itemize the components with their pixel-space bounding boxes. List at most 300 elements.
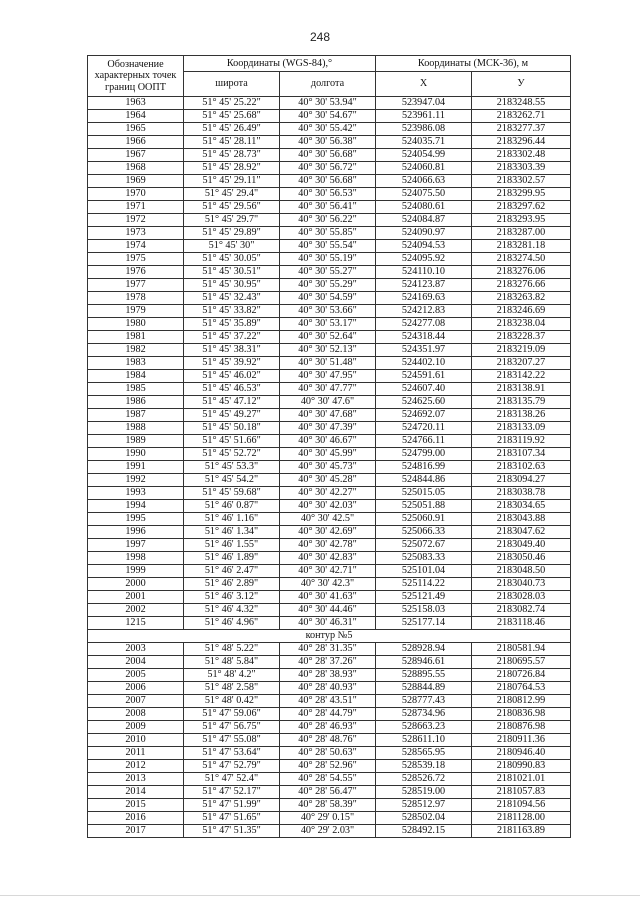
latitude-cell: 51° 46' 4.32"	[184, 604, 280, 617]
y-coordinate-cell: 2183238.04	[472, 318, 571, 331]
latitude-cell: 51° 45' 29.56"	[184, 201, 280, 214]
table-row	[88, 734, 571, 747]
latitude-cell: 51° 46' 1.34"	[184, 526, 280, 539]
x-coordinate-cell: 528663.23	[376, 721, 472, 734]
point-id-cell: 2007	[88, 695, 184, 708]
table-row	[88, 565, 571, 578]
y-coordinate-cell: 2183207.27	[472, 357, 571, 370]
latitude-cell: 51° 46' 1.89"	[184, 552, 280, 565]
table-row	[88, 526, 571, 539]
latitude-cell: 51° 45' 52.72"	[184, 448, 280, 461]
table-row	[88, 682, 571, 695]
latitude-cell: 51° 46' 0.87"	[184, 500, 280, 513]
point-id-cell: 1970	[88, 188, 184, 201]
y-coordinate-cell: 2183138.91	[472, 383, 571, 396]
x-coordinate-cell: 525177.14	[376, 617, 472, 630]
table-row	[88, 123, 571, 136]
y-coordinate-cell: 2183038.78	[472, 487, 571, 500]
latitude-cell: 51° 46' 4.96"	[184, 617, 280, 630]
table-row	[88, 617, 571, 630]
latitude-cell: 51° 47' 52.79"	[184, 760, 280, 773]
latitude-cell: 51° 48' 2.58"	[184, 682, 280, 695]
point-id-cell: 1215	[88, 617, 184, 630]
longitude-cell: 40° 28' 58.39"	[280, 799, 376, 812]
y-coordinate-cell: 2181057.83	[472, 786, 571, 799]
table-row	[88, 552, 571, 565]
point-id-cell: 2015	[88, 799, 184, 812]
point-id-cell: 1987	[88, 409, 184, 422]
y-coordinate-cell: 2183219.09	[472, 344, 571, 357]
longitude-cell: 40° 30' 47.39"	[280, 422, 376, 435]
y-coordinate-cell: 2183133.09	[472, 422, 571, 435]
x-coordinate-cell: 528565.95	[376, 747, 472, 760]
point-id-cell: 1983	[88, 357, 184, 370]
x-coordinate-cell: 524766.11	[376, 435, 472, 448]
x-coordinate-cell: 528777.43	[376, 695, 472, 708]
y-coordinate-cell: 2183047.62	[472, 526, 571, 539]
latitude-cell: 51° 45' 35.89"	[184, 318, 280, 331]
point-id-cell: 2016	[88, 812, 184, 825]
point-id-cell: 2014	[88, 786, 184, 799]
y-coordinate-cell: 2183050.46	[472, 552, 571, 565]
table-row	[88, 487, 571, 500]
point-id-cell: 2012	[88, 760, 184, 773]
longitude-cell: 40° 30' 47.77"	[280, 383, 376, 396]
longitude-cell: 40° 30' 55.19"	[280, 253, 376, 266]
point-id-cell: 1980	[88, 318, 184, 331]
longitude-cell: 40° 30' 44.46"	[280, 604, 376, 617]
table-row	[88, 760, 571, 773]
latitude-cell: 51° 46' 2.89"	[184, 578, 280, 591]
latitude-cell: 51° 45' 50.18"	[184, 422, 280, 435]
longitude-cell: 40° 28' 43.51"	[280, 695, 376, 708]
point-id-cell: 1975	[88, 253, 184, 266]
x-coordinate-cell: 524625.60	[376, 396, 472, 409]
point-id-cell: 2004	[88, 656, 184, 669]
longitude-cell: 40° 30' 52.13"	[280, 344, 376, 357]
x-coordinate-cell: 524212.83	[376, 305, 472, 318]
latitude-cell: 51° 48' 5.22"	[184, 643, 280, 656]
table-row	[88, 409, 571, 422]
latitude-cell: 51° 47' 53.64"	[184, 747, 280, 760]
point-id-cell: 2013	[88, 773, 184, 786]
latitude-cell: 51° 47' 55.08"	[184, 734, 280, 747]
y-coordinate-cell: 2180812.99	[472, 695, 571, 708]
point-id-cell: 2009	[88, 721, 184, 734]
longitude-cell: 40° 30' 55.54"	[280, 240, 376, 253]
point-id-cell: 1997	[88, 539, 184, 552]
y-coordinate-cell: 2183040.73	[472, 578, 571, 591]
x-coordinate-cell: 524066.63	[376, 175, 472, 188]
table-body-contour-5	[88, 643, 571, 838]
longitude-cell: 40° 30' 55.85"	[280, 227, 376, 240]
longitude-cell: 40° 30' 47.68"	[280, 409, 376, 422]
point-id-cell: 1976	[88, 266, 184, 279]
table-row	[88, 214, 571, 227]
x-coordinate-cell: 528734.96	[376, 708, 472, 721]
point-id-cell: 2000	[88, 578, 184, 591]
latitude-cell: 51° 45' 25.22"	[184, 97, 280, 110]
latitude-cell: 51° 45' 30"	[184, 240, 280, 253]
y-coordinate-cell: 2183277.37	[472, 123, 571, 136]
point-id-cell: 1989	[88, 435, 184, 448]
latitude-cell: 51° 45' 39.92"	[184, 357, 280, 370]
longitude-cell: 40° 30' 56.22"	[280, 214, 376, 227]
table-row	[88, 708, 571, 721]
point-id-cell: 2006	[88, 682, 184, 695]
latitude-cell: 51° 45' 53.3"	[184, 461, 280, 474]
x-coordinate-cell: 525101.04	[376, 565, 472, 578]
longitude-cell: 40° 28' 38.93"	[280, 669, 376, 682]
longitude-cell: 40° 30' 54.67"	[280, 110, 376, 123]
table-row	[88, 448, 571, 461]
y-coordinate-cell: 2180911.36	[472, 734, 571, 747]
x-coordinate-cell: 524607.40	[376, 383, 472, 396]
latitude-cell: 51° 45' 46.53"	[184, 383, 280, 396]
longitude-cell: 40° 30' 56.68"	[280, 149, 376, 162]
y-coordinate-cell: 2181094.56	[472, 799, 571, 812]
header-longitude: долгота	[280, 72, 376, 97]
latitude-cell: 51° 45' 26.49"	[184, 123, 280, 136]
y-coordinate-cell: 2183296.44	[472, 136, 571, 149]
y-coordinate-cell: 2183049.40	[472, 539, 571, 552]
y-coordinate-cell: 2183034.65	[472, 500, 571, 513]
latitude-cell: 51° 45' 32.43"	[184, 292, 280, 305]
point-id-cell: 1996	[88, 526, 184, 539]
y-coordinate-cell: 2183248.55	[472, 97, 571, 110]
table-row	[88, 773, 571, 786]
longitude-cell: 40° 30' 46.67"	[280, 435, 376, 448]
latitude-cell: 51° 47' 51.35"	[184, 825, 280, 838]
page-number: 248	[309, 30, 331, 44]
point-id-cell: 1990	[88, 448, 184, 461]
x-coordinate-cell: 525015.05	[376, 487, 472, 500]
header-y: У	[472, 72, 571, 97]
table-row	[88, 591, 571, 604]
point-id-cell: 1979	[88, 305, 184, 318]
table-row	[88, 461, 571, 474]
x-coordinate-cell: 524844.86	[376, 474, 472, 487]
x-coordinate-cell: 524084.87	[376, 214, 472, 227]
latitude-cell: 51° 45' 28.92"	[184, 162, 280, 175]
latitude-cell: 51° 45' 37.22"	[184, 331, 280, 344]
point-id-cell: 1963	[88, 97, 184, 110]
y-coordinate-cell: 2183118.46	[472, 617, 571, 630]
table-row	[88, 656, 571, 669]
x-coordinate-cell: 524035.71	[376, 136, 472, 149]
x-coordinate-cell: 524816.99	[376, 461, 472, 474]
latitude-cell: 51° 47' 51.99"	[184, 799, 280, 812]
header-x: X	[376, 72, 472, 97]
table-row	[88, 292, 571, 305]
y-coordinate-cell: 2180876.98	[472, 721, 571, 734]
header-latitude: широта	[184, 72, 280, 97]
x-coordinate-cell: 524080.61	[376, 201, 472, 214]
table-row	[88, 500, 571, 513]
longitude-cell: 40° 30' 42.3"	[280, 578, 376, 591]
longitude-cell: 40° 28' 48.76"	[280, 734, 376, 747]
y-coordinate-cell: 2183302.57	[472, 175, 571, 188]
x-coordinate-cell: 528539.18	[376, 760, 472, 773]
y-coordinate-cell: 2183142.22	[472, 370, 571, 383]
longitude-cell: 40° 28' 52.96"	[280, 760, 376, 773]
latitude-cell: 51° 47' 52.4"	[184, 773, 280, 786]
latitude-cell: 51° 45' 47.12"	[184, 396, 280, 409]
table-section-row-group	[88, 630, 571, 643]
y-coordinate-cell: 2183303.39	[472, 162, 571, 175]
table-row	[88, 539, 571, 552]
x-coordinate-cell: 528512.97	[376, 799, 472, 812]
longitude-cell: 40° 30' 45.73"	[280, 461, 376, 474]
y-coordinate-cell: 2183276.06	[472, 266, 571, 279]
latitude-cell: 51° 45' 59.68"	[184, 487, 280, 500]
table-row	[88, 227, 571, 240]
y-coordinate-cell: 2183119.92	[472, 435, 571, 448]
y-coordinate-cell: 2183082.74	[472, 604, 571, 617]
x-coordinate-cell: 524799.00	[376, 448, 472, 461]
x-coordinate-cell: 524123.87	[376, 279, 472, 292]
longitude-cell: 40° 30' 47.95"	[280, 370, 376, 383]
point-id-cell: 1974	[88, 240, 184, 253]
table-row	[88, 279, 571, 292]
y-coordinate-cell: 2183262.71	[472, 110, 571, 123]
y-coordinate-cell: 2183293.95	[472, 214, 571, 227]
point-id-cell: 2017	[88, 825, 184, 838]
coordinates-table	[87, 55, 571, 838]
latitude-cell: 51° 46' 2.47"	[184, 565, 280, 578]
y-coordinate-cell: 2183102.63	[472, 461, 571, 474]
x-coordinate-cell: 525066.33	[376, 526, 472, 539]
table-row	[88, 812, 571, 825]
longitude-cell: 40° 28' 54.55"	[280, 773, 376, 786]
x-coordinate-cell: 524351.97	[376, 344, 472, 357]
y-coordinate-cell: 2183281.18	[472, 240, 571, 253]
latitude-cell: 51° 45' 29.11"	[184, 175, 280, 188]
latitude-cell: 51° 45' 30.95"	[184, 279, 280, 292]
latitude-cell: 51° 45' 54.2"	[184, 474, 280, 487]
y-coordinate-cell: 2180764.53	[472, 682, 571, 695]
table-row	[88, 318, 571, 331]
header-wgs84: Координаты (WGS-84),°	[184, 56, 376, 72]
x-coordinate-cell: 524094.53	[376, 240, 472, 253]
y-coordinate-cell: 2180990.83	[472, 760, 571, 773]
x-coordinate-cell: 525083.33	[376, 552, 472, 565]
longitude-cell: 40° 30' 45.28"	[280, 474, 376, 487]
y-coordinate-cell: 2183299.95	[472, 188, 571, 201]
longitude-cell: 40° 30' 53.94"	[280, 97, 376, 110]
x-coordinate-cell: 524060.81	[376, 162, 472, 175]
y-coordinate-cell: 2183263.82	[472, 292, 571, 305]
y-coordinate-cell: 2183287.00	[472, 227, 571, 240]
point-id-cell: 1967	[88, 149, 184, 162]
table-row	[88, 149, 571, 162]
latitude-cell: 51° 46' 1.16"	[184, 513, 280, 526]
table-row	[88, 136, 571, 149]
table-row	[88, 604, 571, 617]
x-coordinate-cell: 525121.49	[376, 591, 472, 604]
table-row	[88, 253, 571, 266]
longitude-cell: 40° 30' 42.27"	[280, 487, 376, 500]
y-coordinate-cell: 2183138.26	[472, 409, 571, 422]
x-coordinate-cell: 524075.50	[376, 188, 472, 201]
longitude-cell: 40° 30' 42.83"	[280, 552, 376, 565]
header-msk36: Координаты (МСК-36), м	[376, 56, 571, 72]
point-id-cell: 1986	[88, 396, 184, 409]
y-coordinate-cell: 2180581.94	[472, 643, 571, 656]
y-coordinate-cell: 2181021.01	[472, 773, 571, 786]
x-coordinate-cell: 528611.10	[376, 734, 472, 747]
x-coordinate-cell: 525051.88	[376, 500, 472, 513]
table-row	[88, 825, 571, 838]
y-coordinate-cell: 2180726.84	[472, 669, 571, 682]
table-row	[88, 786, 571, 799]
longitude-cell: 40° 29' 0.15"	[280, 812, 376, 825]
longitude-cell: 40° 28' 40.93"	[280, 682, 376, 695]
point-id-cell: 1988	[88, 422, 184, 435]
longitude-cell: 40° 30' 42.69"	[280, 526, 376, 539]
longitude-cell: 40° 30' 56.68"	[280, 175, 376, 188]
point-id-cell: 1991	[88, 461, 184, 474]
latitude-cell: 51° 46' 3.12"	[184, 591, 280, 604]
table-body-main	[88, 97, 571, 630]
x-coordinate-cell: 524318.44	[376, 331, 472, 344]
latitude-cell: 51° 46' 1.55"	[184, 539, 280, 552]
x-coordinate-cell: 528946.61	[376, 656, 472, 669]
y-coordinate-cell: 2183043.88	[472, 513, 571, 526]
point-id-cell: 1972	[88, 214, 184, 227]
point-id-cell: 2005	[88, 669, 184, 682]
x-coordinate-cell: 528526.72	[376, 773, 472, 786]
point-id-cell: 1964	[88, 110, 184, 123]
x-coordinate-cell: 524110.10	[376, 266, 472, 279]
point-id-cell: 2002	[88, 604, 184, 617]
header-designation: Обозначение характерных точек границ ООПТ	[88, 56, 184, 97]
latitude-cell: 51° 45' 29.89"	[184, 227, 280, 240]
x-coordinate-cell: 528502.04	[376, 812, 472, 825]
point-id-cell: 1985	[88, 383, 184, 396]
table-row	[88, 396, 571, 409]
x-coordinate-cell: 528844.89	[376, 682, 472, 695]
longitude-cell: 40° 28' 37.26"	[280, 656, 376, 669]
table-row	[88, 110, 571, 123]
point-id-cell: 1995	[88, 513, 184, 526]
section-label: контур №5	[88, 630, 571, 643]
table-row	[88, 721, 571, 734]
x-coordinate-cell: 524054.99	[376, 149, 472, 162]
longitude-cell: 40° 30' 46.31"	[280, 617, 376, 630]
longitude-cell: 40° 28' 50.63"	[280, 747, 376, 760]
latitude-cell: 51° 47' 59.06"	[184, 708, 280, 721]
longitude-cell: 40° 30' 56.53"	[280, 188, 376, 201]
table-row	[88, 162, 571, 175]
y-coordinate-cell: 2183048.50	[472, 565, 571, 578]
latitude-cell: 51° 45' 51.66"	[184, 435, 280, 448]
longitude-cell: 40° 30' 41.63"	[280, 591, 376, 604]
latitude-cell: 51° 45' 49.27"	[184, 409, 280, 422]
table-row	[88, 799, 571, 812]
point-id-cell: 1969	[88, 175, 184, 188]
table-row	[88, 175, 571, 188]
latitude-cell: 51° 45' 25.68"	[184, 110, 280, 123]
table-row	[88, 188, 571, 201]
point-id-cell: 1984	[88, 370, 184, 383]
point-id-cell: 1994	[88, 500, 184, 513]
latitude-cell: 51° 48' 0.42"	[184, 695, 280, 708]
longitude-cell: 40° 30' 53.66"	[280, 305, 376, 318]
point-id-cell: 1993	[88, 487, 184, 500]
table-row	[88, 331, 571, 344]
longitude-cell: 40° 30' 51.48"	[280, 357, 376, 370]
x-coordinate-cell: 524095.92	[376, 253, 472, 266]
point-id-cell: 2003	[88, 643, 184, 656]
longitude-cell: 40° 30' 53.17"	[280, 318, 376, 331]
x-coordinate-cell: 525114.22	[376, 578, 472, 591]
longitude-cell: 40° 30' 42.71"	[280, 565, 376, 578]
longitude-cell: 40° 30' 45.99"	[280, 448, 376, 461]
longitude-cell: 40° 28' 56.47"	[280, 786, 376, 799]
y-coordinate-cell: 2183228.37	[472, 331, 571, 344]
point-id-cell: 1978	[88, 292, 184, 305]
longitude-cell: 40° 30' 55.27"	[280, 266, 376, 279]
table-row	[88, 669, 571, 682]
x-coordinate-cell: 524692.07	[376, 409, 472, 422]
x-coordinate-cell: 523947.04	[376, 97, 472, 110]
latitude-cell: 51° 47' 52.17"	[184, 786, 280, 799]
longitude-cell: 40° 30' 54.59"	[280, 292, 376, 305]
table-row	[88, 97, 571, 110]
y-coordinate-cell: 2180836.98	[472, 708, 571, 721]
x-coordinate-cell: 524090.97	[376, 227, 472, 240]
latitude-cell: 51° 48' 4.2"	[184, 669, 280, 682]
point-id-cell: 2011	[88, 747, 184, 760]
latitude-cell: 51° 45' 28.11"	[184, 136, 280, 149]
y-coordinate-cell: 2181128.00	[472, 812, 571, 825]
table-row	[88, 305, 571, 318]
latitude-cell: 51° 45' 33.82"	[184, 305, 280, 318]
longitude-cell: 40° 29' 2.03"	[280, 825, 376, 838]
x-coordinate-cell: 528928.94	[376, 643, 472, 656]
point-id-cell: 1968	[88, 162, 184, 175]
table-row	[88, 747, 571, 760]
longitude-cell: 40° 30' 52.64"	[280, 331, 376, 344]
point-id-cell: 1992	[88, 474, 184, 487]
latitude-cell: 51° 48' 5.84"	[184, 656, 280, 669]
point-id-cell: 2008	[88, 708, 184, 721]
x-coordinate-cell: 523986.08	[376, 123, 472, 136]
y-coordinate-cell: 2183135.79	[472, 396, 571, 409]
x-coordinate-cell: 528492.15	[376, 825, 472, 838]
point-id-cell: 1966	[88, 136, 184, 149]
point-id-cell: 1965	[88, 123, 184, 136]
x-coordinate-cell: 524720.11	[376, 422, 472, 435]
point-id-cell: 2001	[88, 591, 184, 604]
longitude-cell: 40° 28' 46.93"	[280, 721, 376, 734]
y-coordinate-cell: 2183274.50	[472, 253, 571, 266]
x-coordinate-cell: 524402.10	[376, 357, 472, 370]
longitude-cell: 40° 30' 42.78"	[280, 539, 376, 552]
x-coordinate-cell: 523961.11	[376, 110, 472, 123]
longitude-cell: 40° 30' 56.41"	[280, 201, 376, 214]
x-coordinate-cell: 525072.67	[376, 539, 472, 552]
y-coordinate-cell: 2183276.66	[472, 279, 571, 292]
longitude-cell: 40° 30' 56.72"	[280, 162, 376, 175]
x-coordinate-cell: 524591.61	[376, 370, 472, 383]
latitude-cell: 51° 45' 29.7"	[184, 214, 280, 227]
table-row	[88, 513, 571, 526]
table-header-row	[88, 56, 571, 72]
y-coordinate-cell: 2183028.03	[472, 591, 571, 604]
latitude-cell: 51° 45' 29.4"	[184, 188, 280, 201]
